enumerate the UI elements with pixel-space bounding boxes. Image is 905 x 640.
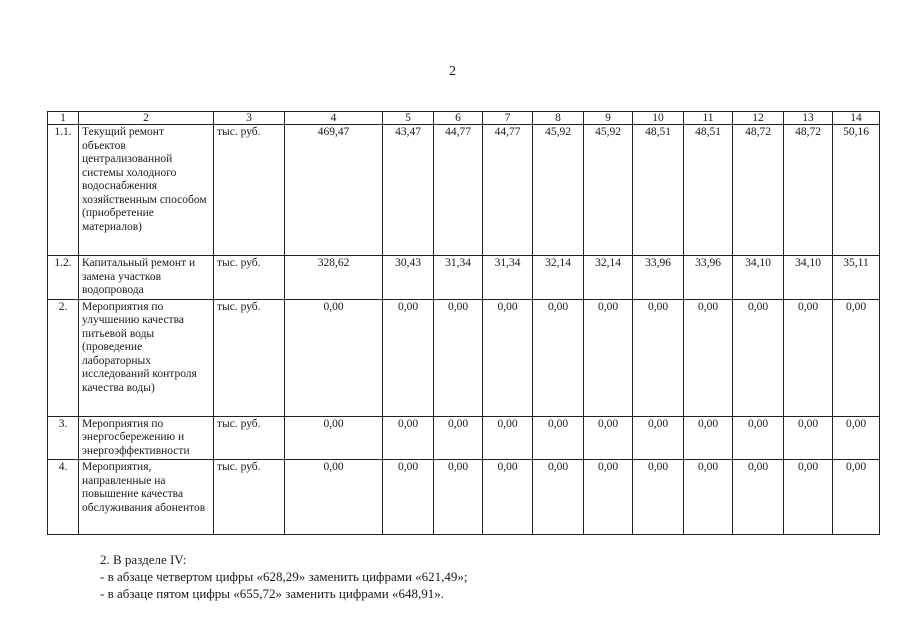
value-cell: 0,00 xyxy=(285,416,383,460)
column-header: 3 xyxy=(214,112,285,125)
table-row xyxy=(48,256,880,300)
value-cell: 35,11 xyxy=(833,256,880,300)
value-cell: 469,47 xyxy=(285,125,383,256)
value-cell: 0,00 xyxy=(383,460,434,535)
value-cell: 0,00 xyxy=(633,416,684,460)
value-cell: 0,00 xyxy=(483,460,533,535)
value-cell: 0,00 xyxy=(584,299,633,416)
value-cell: 0,00 xyxy=(533,416,584,460)
column-header: 2 xyxy=(79,112,214,125)
value-cell: 0,00 xyxy=(285,460,383,535)
data-table xyxy=(47,111,880,535)
value-cell: 0,00 xyxy=(434,460,483,535)
value-cell: 33,96 xyxy=(633,256,684,300)
value-cell: 0,00 xyxy=(684,416,733,460)
value-cell: 50,16 xyxy=(833,125,880,256)
value-cell: 0,00 xyxy=(633,299,684,416)
row-name: Мероприятия по энергосбережению и энергоэффективности xyxy=(79,416,214,460)
column-header: 1 xyxy=(48,112,79,125)
footer-line: - в абзаце пятом цифры «655,72» заменить цифрами «648,91». xyxy=(100,586,444,601)
value-cell: 48,51 xyxy=(684,125,733,256)
value-cell: 0,00 xyxy=(833,416,880,460)
value-cell: 0,00 xyxy=(285,299,383,416)
value-cell: 0,00 xyxy=(533,460,584,535)
value-cell: 33,96 xyxy=(684,256,733,300)
table-row xyxy=(48,460,880,535)
value-cell: 0,00 xyxy=(733,299,784,416)
footer-line: - в абзаце четвертом цифры «628,29» заменить цифрами «621,49»; xyxy=(100,569,468,584)
row-number: 1.1. xyxy=(48,125,79,256)
column-header: 6 xyxy=(434,112,483,125)
row-name: Текущий ремонт объектов централизованной системы холодного водоснабжения хозяйственным способом (приобретение материалов) xyxy=(79,125,214,256)
value-cell: 0,00 xyxy=(733,416,784,460)
value-cell: 48,51 xyxy=(633,125,684,256)
value-cell: 34,10 xyxy=(784,256,833,300)
value-cell: 0,00 xyxy=(434,416,483,460)
table-row xyxy=(48,125,880,256)
row-unit: тыс. руб. xyxy=(214,416,285,460)
value-cell: 34,10 xyxy=(733,256,784,300)
value-cell: 0,00 xyxy=(684,460,733,535)
column-header: 5 xyxy=(383,112,434,125)
value-cell: 0,00 xyxy=(733,460,784,535)
value-cell: 0,00 xyxy=(383,299,434,416)
value-cell: 0,00 xyxy=(383,416,434,460)
row-number: 1.2. xyxy=(48,256,79,300)
row-name: Мероприятия по улучшению качества питьевой воды (проведение лабораторных исследований контроля качества воды) xyxy=(79,299,214,416)
column-header: 7 xyxy=(483,112,533,125)
value-cell: 0,00 xyxy=(684,299,733,416)
column-header: 11 xyxy=(684,112,733,125)
row-name: Капитальный ремонт и замена участков водопровода xyxy=(79,256,214,300)
row-number: 3. xyxy=(48,416,79,460)
row-number: 2. xyxy=(48,299,79,416)
column-header: 13 xyxy=(784,112,833,125)
value-cell: 43,47 xyxy=(383,125,434,256)
value-cell: 30,43 xyxy=(383,256,434,300)
value-cell: 0,00 xyxy=(833,299,880,416)
value-cell: 45,92 xyxy=(584,125,633,256)
value-cell: 44,77 xyxy=(483,125,533,256)
value-cell: 44,77 xyxy=(434,125,483,256)
table-row xyxy=(48,416,880,460)
row-unit: тыс. руб. xyxy=(214,299,285,416)
row-unit: тыс. руб. xyxy=(214,460,285,535)
column-header: 9 xyxy=(584,112,633,125)
value-cell: 328,62 xyxy=(285,256,383,300)
value-cell: 0,00 xyxy=(633,460,684,535)
row-unit: тыс. руб. xyxy=(214,256,285,300)
value-cell: 0,00 xyxy=(784,460,833,535)
value-cell: 0,00 xyxy=(434,299,483,416)
value-cell: 45,92 xyxy=(533,125,584,256)
table-row xyxy=(48,299,880,416)
column-header: 8 xyxy=(533,112,584,125)
row-unit: тыс. руб. xyxy=(214,125,285,256)
column-header: 10 xyxy=(633,112,684,125)
footer-text xyxy=(100,551,468,602)
value-cell: 0,00 xyxy=(584,460,633,535)
row-name: Мероприятия, направленные на повышение качества обслуживания абонентов xyxy=(79,460,214,535)
value-cell: 31,34 xyxy=(434,256,483,300)
value-cell: 32,14 xyxy=(533,256,584,300)
value-cell: 0,00 xyxy=(483,416,533,460)
value-cell: 48,72 xyxy=(784,125,833,256)
value-cell: 0,00 xyxy=(584,416,633,460)
value-cell: 0,00 xyxy=(784,416,833,460)
column-header: 14 xyxy=(833,112,880,125)
value-cell: 0,00 xyxy=(533,299,584,416)
table-header-row xyxy=(48,112,880,125)
value-cell: 0,00 xyxy=(483,299,533,416)
footer-line: 2. В разделе IV: xyxy=(100,552,187,567)
column-header: 12 xyxy=(733,112,784,125)
value-cell: 31,34 xyxy=(483,256,533,300)
value-cell: 0,00 xyxy=(784,299,833,416)
value-cell: 48,72 xyxy=(733,125,784,256)
value-cell: 32,14 xyxy=(584,256,633,300)
page-number: 2 xyxy=(449,64,456,79)
value-cell: 0,00 xyxy=(833,460,880,535)
column-header: 4 xyxy=(285,112,383,125)
row-number: 4. xyxy=(48,460,79,535)
